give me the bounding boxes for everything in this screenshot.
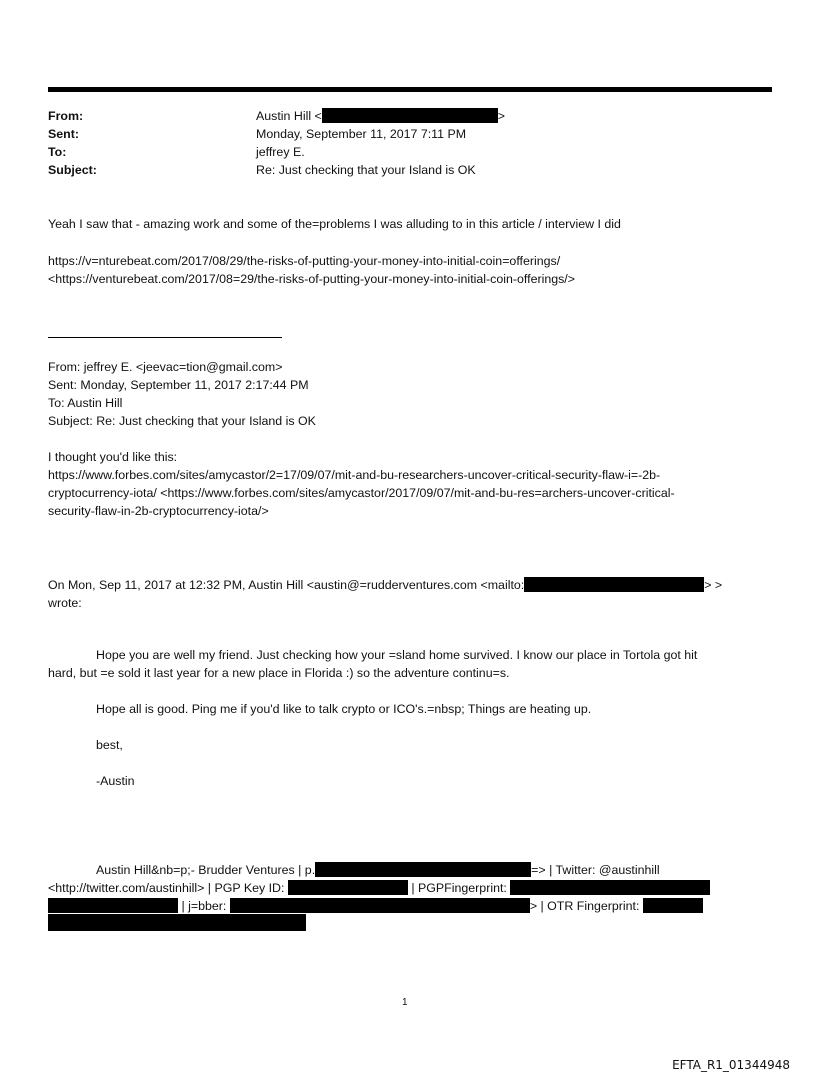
original-para-line: Hope you are well my friend. Just checking how your =sland home survived. I know our place in Tortola got hit (96, 648, 698, 662)
quoted-body-line: I thought you'd like this: (48, 450, 178, 464)
header-rule (48, 87, 772, 92)
quoted-body-line: https://www.forbes.com/sites/amycastor/2=17/09/07/mit-and-bu-researchers-uncover-critical-security-flaw-i=-2b- (48, 468, 661, 482)
page-number: 1 (402, 997, 408, 1008)
redaction-bar (288, 880, 408, 895)
redaction-bar (48, 914, 306, 931)
signature-line: <http://twitter.com/austinhill> | PGP Key ID: | PGPFingerprint: (48, 879, 710, 898)
subject-label: Subject: (48, 163, 97, 177)
quoted-to: To: Austin Hill (48, 396, 123, 410)
redaction-bar (322, 108, 498, 123)
redaction-bar (524, 577, 704, 592)
redaction-bar (315, 862, 531, 877)
original-closing: best, (96, 738, 123, 752)
signature-line: | j=bber: > | OTR Fingerprint: (48, 897, 703, 916)
subject-value: Re: Just checking that your Island is OK (256, 163, 476, 177)
to-value: jeffrey E. (256, 145, 305, 159)
redaction-bar (510, 880, 710, 895)
separator-line (48, 337, 282, 338)
reply-url: https://v=nturebeat.com/2017/08/29/the-risks-of-putting-your-money-into-initial-coin=offerings/ (48, 254, 561, 268)
from-label: From: (48, 109, 84, 123)
original-para-line: hard, but =e sold it last year for a new place in Florida :) so the adventure continu=s. (48, 666, 510, 680)
document-id: EFTA_R1_01344948 (672, 1058, 790, 1072)
original-wrote: wrote: (48, 596, 82, 610)
original-attribution: On Mon, Sep 11, 2017 at 12:32 PM, Austin Hill <austin@=rudderventures.com <mailto: > > (48, 578, 723, 592)
reply-url-alt: <https://venturebeat.com/2017/08=29/the-risks-of-putting-your-money-into-initial-coin-offerings/> (48, 272, 575, 286)
original-signoff: -Austin (96, 774, 135, 788)
reply-line: Yeah I saw that - amazing work and some of the=problems I was alluding to in this article / interview I did (48, 217, 621, 231)
redaction-bar (230, 898, 530, 913)
quoted-body-line: security-flaw-in-2b-cryptocurrency-iota/> (48, 504, 269, 518)
signature-line (48, 914, 306, 934)
signature-line: Austin Hill&nb=p;- Brudder Ventures | p. => | Twitter: @austinhill (96, 863, 660, 877)
quoted-body-line: cryptocurrency-iota/ <https://www.forbes.com/sites/amycastor/2017/09/07/mit-and-bu-res=archers-uncover-critical- (48, 486, 675, 500)
quoted-sent: Sent: Monday, September 11, 2017 2:17:44 PM (48, 378, 309, 392)
to-label: To: (48, 145, 67, 159)
original-para: Hope all is good. Ping me if you'd like to talk crypto or ICO's.=nbsp; Things are heating up. (96, 702, 592, 716)
from-value: Austin Hill < > (256, 109, 506, 123)
sent-value: Monday, September 11, 2017 7:11 PM (256, 127, 467, 141)
redaction-bar (643, 898, 703, 913)
redaction-bar (48, 898, 178, 913)
quoted-from: From: jeffrey E. <jeevac=tion@gmail.com> (48, 360, 283, 374)
quoted-subject: Subject: Re: Just checking that your Island is OK (48, 414, 316, 428)
sent-label: Sent: (48, 127, 79, 141)
